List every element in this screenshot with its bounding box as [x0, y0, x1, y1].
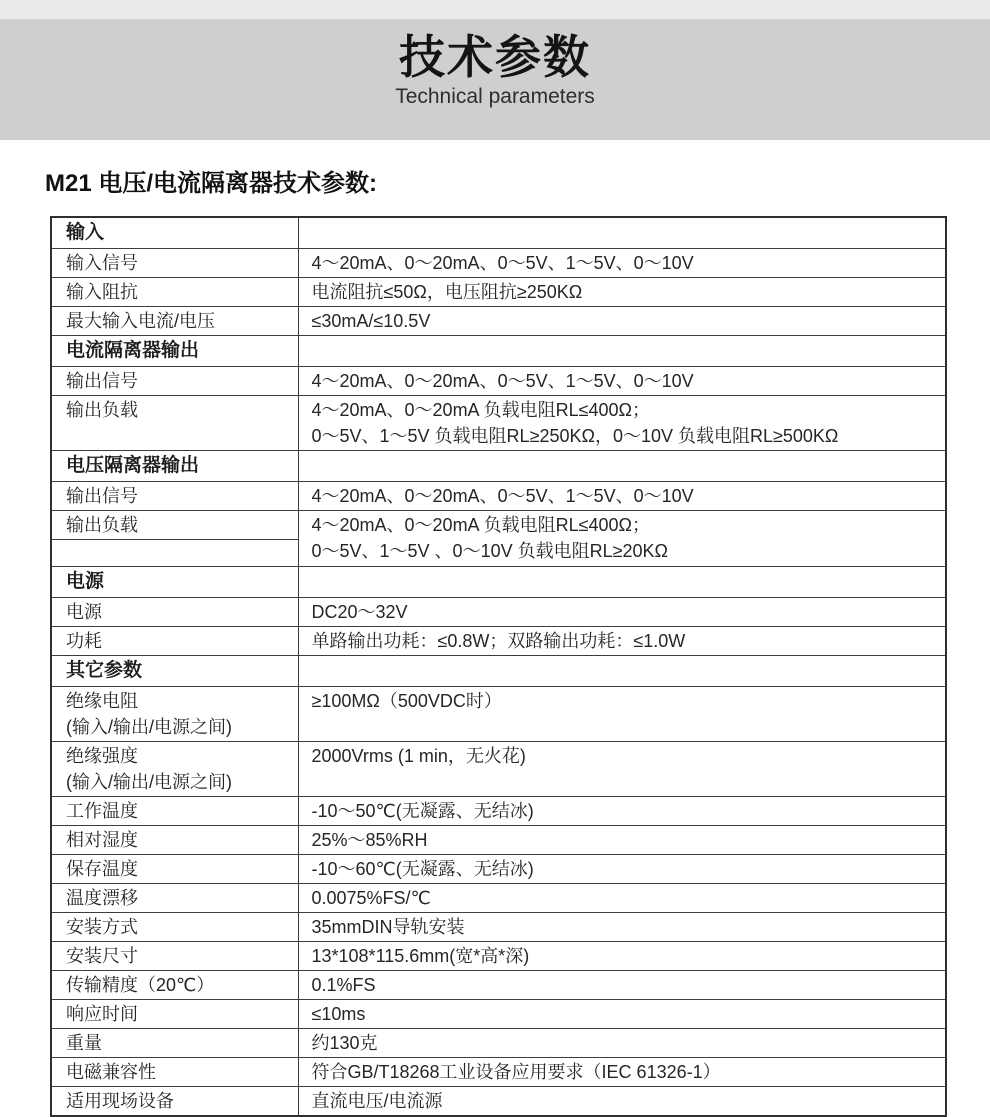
param-label: 输入信号	[51, 249, 298, 278]
param-label: 适用现场设备	[51, 1087, 298, 1117]
param-value: 2000Vrms (1 min，无火花)	[298, 742, 946, 797]
param-label: 输出信号	[51, 482, 298, 511]
table-row	[51, 971, 946, 1000]
param-label: 温度漂移	[51, 884, 298, 913]
param-value: ≤30mA/≤10.5V	[298, 307, 946, 336]
section-heading: M21 电压/电流隔离器技术参数:	[45, 170, 378, 197]
param-label: 输入阻抗	[51, 278, 298, 307]
param-label: 保存温度	[51, 855, 298, 884]
param-value: -10～60℃(无凝露、无结冰)	[298, 855, 946, 884]
param-value: -10～50℃(无凝露、无结冰)	[298, 797, 946, 826]
param-label: 输出负载	[51, 396, 298, 451]
section-label: 输入	[51, 217, 298, 249]
param-value	[298, 396, 946, 451]
param-value	[298, 336, 946, 367]
param-label: 输出负载	[51, 511, 298, 540]
param-label: 工作温度	[51, 797, 298, 826]
param-label: 最大输入电流/电压	[51, 307, 298, 336]
table-row	[51, 482, 946, 511]
param-value: 0.1%FS	[298, 971, 946, 1000]
value-line: 4～20mA、0～20mA 负载电阻RL≤400Ω；	[311, 515, 650, 535]
param-label: 传输精度（20℃）	[51, 971, 298, 1000]
param-value: 4～20mA、0～20mA、0～5V、1～5V、0～10V	[298, 249, 946, 278]
table-row	[51, 855, 946, 884]
param-label	[51, 540, 298, 567]
param-value: 4～20mA、0～20mA、0～5V、1～5V、0～10V	[298, 482, 946, 511]
value-line: 绝缘强度	[66, 746, 138, 766]
table-row	[51, 884, 946, 913]
param-label: 相对湿度	[51, 826, 298, 855]
param-label: 电磁兼容性	[51, 1058, 298, 1087]
value-line: (输入/输出/电源之间)	[66, 772, 232, 792]
table-row	[51, 913, 946, 942]
section-row	[51, 336, 946, 367]
table-row	[51, 598, 946, 627]
param-label: 安装尺寸	[51, 942, 298, 971]
table-row	[51, 1029, 946, 1058]
section-row	[51, 656, 946, 687]
value-line: 0～5V、1～5V 、0～10V 负载电阻RL≥20KΩ	[311, 541, 668, 561]
param-label: 安装方式	[51, 913, 298, 942]
table-row	[51, 627, 946, 656]
param-label: 功耗	[51, 627, 298, 656]
value-line: 绝缘电阻	[66, 691, 138, 711]
param-value: 约130克	[298, 1029, 946, 1058]
param-value: 13*108*115.6mm(宽*高*深)	[298, 942, 946, 971]
param-label: 响应时间	[51, 1000, 298, 1029]
banner	[0, 19, 990, 140]
param-label	[51, 687, 298, 742]
spec-table-body	[51, 217, 946, 1116]
section-label: 电压隔离器输出	[51, 451, 298, 482]
table-row	[51, 511, 946, 540]
param-label: 重量	[51, 1029, 298, 1058]
param-value	[298, 451, 946, 482]
table-row	[51, 687, 946, 742]
section-label: 电流隔离器输出	[51, 336, 298, 367]
page-subtitle: Technical parameters	[395, 85, 595, 108]
table-row	[51, 396, 946, 451]
section-row	[51, 567, 946, 598]
param-value: DC20～32V	[298, 598, 946, 627]
param-value: 35mmDIN导轨安装	[298, 913, 946, 942]
param-value: ≤10ms	[298, 1000, 946, 1029]
table-row	[51, 1087, 946, 1117]
param-value: 电流阻抗≤50Ω，电压阻抗≥250KΩ	[298, 278, 946, 307]
spec-table	[50, 216, 947, 1117]
param-value: 4～20mA、0～20mA、0～5V、1～5V、0～10V	[298, 367, 946, 396]
table-row	[51, 826, 946, 855]
param-value: 0.0075%FS/℃	[298, 884, 946, 913]
table-row	[51, 249, 946, 278]
param-value	[298, 217, 946, 249]
table-row	[51, 1000, 946, 1029]
table-row	[51, 307, 946, 336]
value-line: (输入/输出/电源之间)	[66, 717, 232, 737]
section-row	[51, 451, 946, 482]
param-value: 直流电压/电流源	[298, 1087, 946, 1117]
section-label: 电源	[51, 567, 298, 598]
param-label: 输出信号	[51, 367, 298, 396]
param-label: 电源	[51, 598, 298, 627]
param-value	[298, 511, 946, 567]
table-row	[51, 742, 946, 797]
table-row	[51, 942, 946, 971]
section-row	[51, 217, 946, 249]
top-strip	[0, 0, 990, 19]
param-value: 25%～85%RH	[298, 826, 946, 855]
param-value	[298, 567, 946, 598]
table-row	[51, 367, 946, 396]
value-line: 4～20mA、0～20mA 负载电阻RL≤400Ω；	[311, 400, 650, 420]
value-line: 0～5V、1～5V 负载电阻RL≥250KΩ，0～10V 负载电阻RL≥500KΩ	[311, 426, 839, 446]
table-row	[51, 278, 946, 307]
param-label	[51, 742, 298, 797]
param-value: 符合GB/T18268工业设备应用要求（IEC 61326-1）	[298, 1058, 946, 1087]
page-title: 技术参数	[399, 31, 591, 83]
param-value	[298, 656, 946, 687]
table-row	[51, 797, 946, 826]
section-label: 其它参数	[51, 656, 298, 687]
table-row	[51, 1058, 946, 1087]
param-value: ≥100MΩ（500VDC时）	[298, 687, 946, 742]
param-value: 单路输出功耗：≤0.8W；双路输出功耗：≤1.0W	[298, 627, 946, 656]
